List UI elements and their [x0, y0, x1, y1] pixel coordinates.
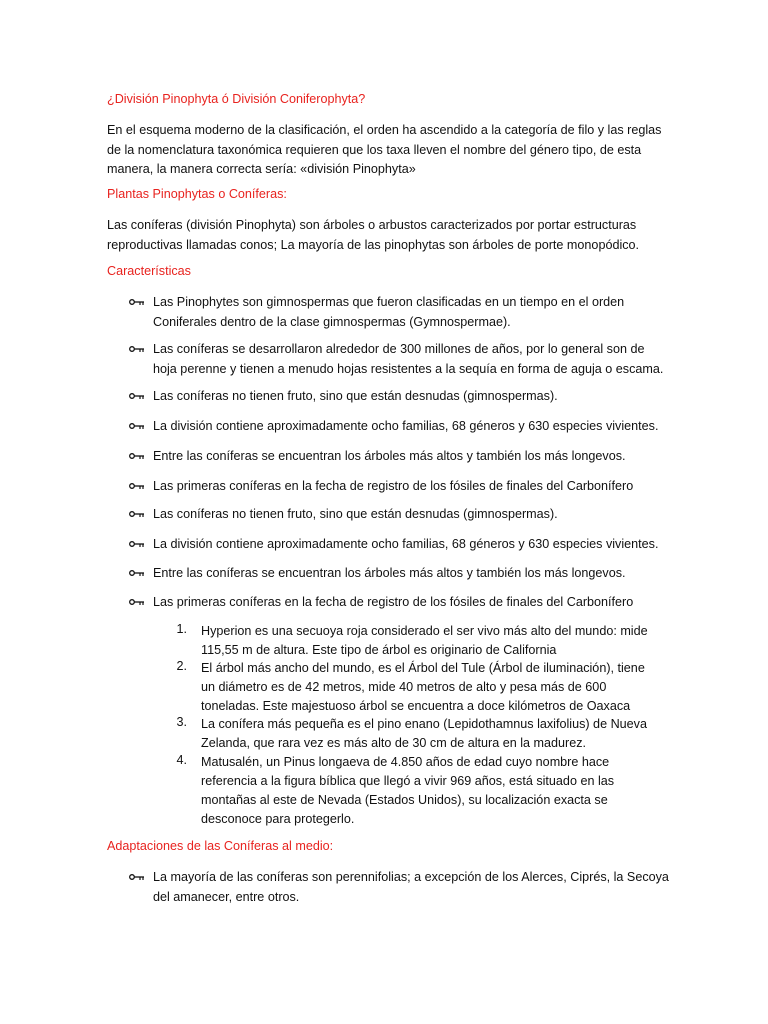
bullet-text: Las coníferas se desarrollaron alrededor de 300 millones de años, por lo general son de hoja perenne y tienen a menudo hojas resistentes a la sequía en forma de aguja o escama.: [153, 342, 664, 376]
item-number: 4.: [176, 753, 187, 767]
bullet-text: Las coníferas no tienen fruto, sino que están desnudas (gimnospermas).: [153, 507, 558, 521]
bullet-item: [129, 477, 669, 497]
bullet-item: [129, 535, 669, 555]
bullet-text: Las primeras coníferas en la fecha de registro de los fósiles de finales del Carbonífero: [153, 479, 634, 493]
bullet-item: [129, 340, 669, 379]
key-bullet-icon: [129, 421, 145, 431]
key-bullet-icon: [129, 568, 145, 578]
item-number: 2.: [176, 659, 187, 673]
bullet-item: [129, 564, 669, 584]
key-bullet-icon: [129, 539, 145, 549]
section-heading-plantas: Plantas Pinophytas o Coníferas:: [107, 187, 287, 201]
item-number: 1.: [176, 622, 187, 636]
bullet-item: [129, 505, 669, 525]
bullet-item: [129, 447, 669, 467]
key-bullet-icon: [129, 344, 145, 354]
document-title: ¿División Pinophyta ó División Coniferophyta?: [107, 92, 366, 106]
numbered-item: [171, 622, 661, 660]
bullet-text: Las Pinophytes son gimnospermas que fueron clasificadas en un tiempo en el orden Coniferales dentro de la clase gimnospermas (Gymnospermae).: [153, 295, 625, 329]
bullet-text: La mayoría de las coníferas son perennifolias; a excepción de los Alerces, Ciprés, la Secoya del amanecer, entre otros.: [153, 870, 669, 904]
numbered-text: Hyperion es una secuoya roja considerado el ser vivo más alto del mundo: mide 115,55 m de altura. Este tipo de árbol es originario de California: [201, 624, 648, 657]
bullet-text: Las coníferas no tienen fruto, sino que están desnudas (gimnospermas).: [153, 389, 558, 403]
numbered-item: [171, 753, 661, 829]
key-bullet-icon: [129, 597, 145, 607]
numbered-item: [171, 715, 661, 753]
key-bullet-icon: [129, 391, 145, 401]
numbered-text: Matusalén, un Pinus longaeva de 4.850 años de edad cuyo nombre hace referencia a la figura bíblica que llegó a vivir 969 años, está situado en las montañas al este de Nevada (Estados Unidos), su localización exacta se desconoce para protegerlo.: [201, 755, 615, 826]
key-bullet-icon: [129, 451, 145, 461]
key-bullet-icon: [129, 297, 145, 307]
bullet-item: [129, 593, 669, 613]
bullet-text: La división contiene aproximadamente ocho familias, 68 géneros y 630 especies vivientes.: [153, 419, 659, 433]
bullet-text: Entre las coníferas se encuentran los árboles más altos y también los más longevos.: [153, 566, 626, 580]
numbered-text: El árbol más ancho del mundo, es el Árbol del Tule (Árbol de iluminación), tiene un diámetro es de 42 metros, mide 40 metros de alto y pesa más de 600 toneladas. Este majestuoso árbol se encuentra a doce kilómetros de Oaxaca: [201, 661, 645, 713]
section-heading-caracteristicas: Características: [107, 264, 191, 278]
bullet-item: [129, 417, 669, 437]
numbered-text: La conífera más pequeña es el pino enano (Lepidothamnus laxifolius) de Nueva Zelanda, que rara vez es más alto de 30 cm de altura en la madurez.: [201, 717, 647, 750]
bullet-item: [129, 387, 669, 407]
intro-paragraph: En el esquema moderno de la clasificación, el orden ha ascendido a la categoría de filo y las reglas de la nomenclatura taxonómica requieren que los taxa lleven el nombre del género tipo, de esta manera, la manera correcta sería: «división Pinophyta»: [107, 123, 662, 176]
section1-paragraph: Las coníferas (división Pinophyta) son árboles o arbustos caracterizados por portar estructuras reproductivas llamadas conos; La mayoría de las pinophytas son árboles de porte monopódico.: [107, 218, 640, 252]
numbered-item: [171, 659, 661, 716]
item-number: 3.: [176, 715, 187, 729]
bullet-text: La división contiene aproximadamente ocho familias, 68 géneros y 630 especies vivientes.: [153, 537, 659, 551]
bullet-text: Entre las coníferas se encuentran los árboles más altos y también los más longevos.: [153, 449, 626, 463]
key-bullet-icon: [129, 872, 145, 882]
bullet-item: [129, 293, 669, 332]
key-bullet-icon: [129, 509, 145, 519]
key-bullet-icon: [129, 481, 145, 491]
bullet-text: Las primeras coníferas en la fecha de registro de los fósiles de finales del Carbonífero: [153, 595, 634, 609]
section-heading-adaptaciones: Adaptaciones de las Coníferas al medio:: [107, 839, 334, 853]
bullet-item: [129, 868, 669, 907]
